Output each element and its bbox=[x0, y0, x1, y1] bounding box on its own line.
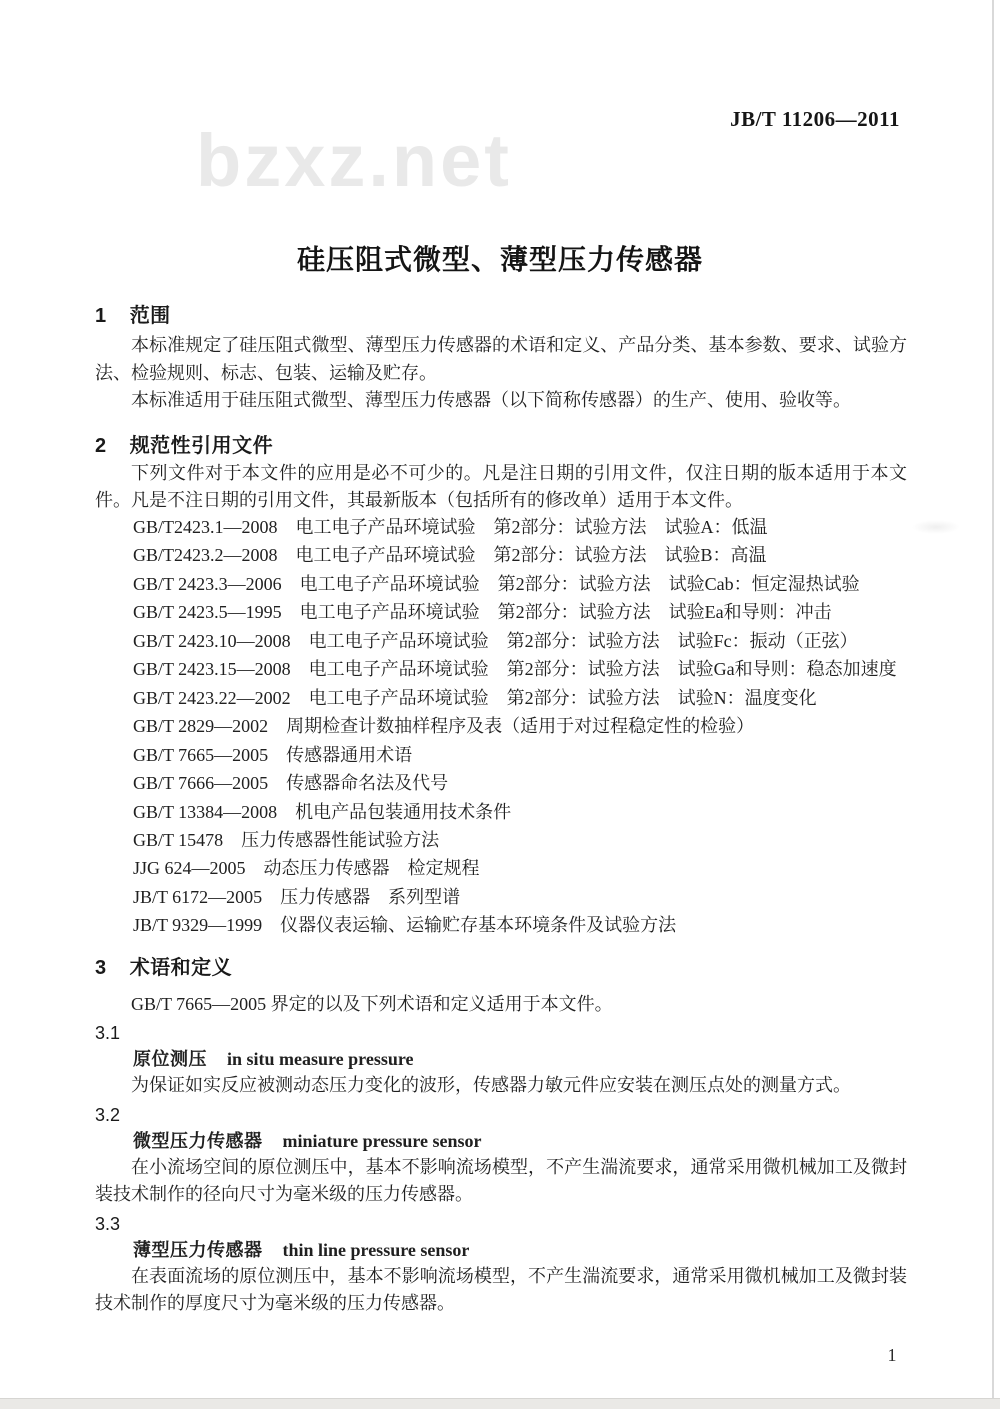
body-paragraph: 本标准适用于硅压阻式微型、薄型压力传感器（以下简称传感器）的生产、使用、验收等。 bbox=[131, 390, 851, 410]
reference-item: GB/T 7665—2005 传感器通用术语 bbox=[133, 744, 413, 765]
reference-item: GB/T 2423.5—1995 电工电子产品环境试验 第2部分：试验方法 试验Ea和导则：冲击 bbox=[133, 602, 832, 623]
reference-item: GB/T 2423.15—2008 电工电子产品环境试验 第2部分：试验方法 试验Ga和导则：稳态加速度 bbox=[133, 659, 897, 680]
term-definition: 为保证如实反应被测动态压力变化的波形，传感器力敏元件应安装在测压点处的测量方式。 bbox=[131, 1075, 851, 1095]
normative-references-list bbox=[133, 513, 963, 940]
body-paragraph: 本标准规定了硅压阻式微型、薄型压力传感器的术语和定义、产品分类、基本参数、要求、试验方法、检验规则、标志、包装、运输及贮存。 bbox=[95, 335, 907, 383]
term-title bbox=[95, 1237, 907, 1263]
document-title: 硅压阻式微型、薄型压力传感器 bbox=[296, 243, 703, 275]
term-block bbox=[95, 1211, 907, 1317]
reference-item: GB/T 2423.22—2002 电工电子产品环境试验 第2部分：试验方法 试验N：温度变化 bbox=[133, 687, 817, 708]
section-3-title: 术语和定义 bbox=[129, 957, 233, 979]
reference-item: GB/T 15478 压力传感器性能试验方法 bbox=[133, 829, 440, 850]
section-3-intro bbox=[95, 991, 907, 1019]
terms-definitions-list bbox=[95, 1020, 907, 1320]
page-number: 1 bbox=[887, 1345, 897, 1365]
reference-item: GB/T 13384—2008 机电产品包装通用技术条件 bbox=[133, 801, 512, 822]
term-block bbox=[95, 1102, 907, 1208]
reference-item: GB/T 2423.10—2008 电工电子产品环境试验 第2部分：试验方法 试验Fc：振动（正弦） bbox=[133, 630, 858, 651]
section-2-heading bbox=[95, 429, 273, 458]
section-1-number: 1 bbox=[95, 305, 107, 327]
term-number: 3.3 bbox=[95, 1214, 121, 1234]
page-right-edge bbox=[992, 0, 994, 1398]
section-1-paragraphs bbox=[95, 332, 907, 415]
section-2-number: 2 bbox=[95, 435, 107, 457]
term-title bbox=[95, 1046, 907, 1072]
term-chinese: 原位测压 bbox=[133, 1049, 207, 1069]
reference-item: GB/T2423.2—2008 电工电子产品环境试验 第2部分：试验方法 试验B：高温 bbox=[133, 545, 767, 566]
body-paragraph: 下列文件对于本文件的应用是必不可少的。凡是注日期的引用文件，仅注日期的版本适用于本文件。凡是不注日期的引用文件，其最新版本（包括所有的修改单）适用于本文件。 bbox=[95, 463, 907, 510]
reference-item: GB/T 2829—2002 周期检查计数抽样程序及表（适用于对过程稳定性的检验） bbox=[133, 716, 755, 737]
term-block bbox=[95, 1020, 907, 1099]
term-english: in situ measure pressure bbox=[227, 1049, 414, 1069]
watermark-text: bzxz.net bbox=[196, 119, 512, 202]
reference-item: JB/T 9329—1999 仪器仪表运输、运输贮存基本环境条件及试验方法 bbox=[133, 915, 677, 936]
term-definition: 在小流场空间的原位测压中，基本不影响流场模型，不产生湍流要求，通常采用微机械加工及微封装技术制作的径向尺寸为毫米级的压力传感器。 bbox=[95, 1157, 907, 1204]
scan-smudge bbox=[912, 520, 960, 534]
standard-number: JB/T 11206—2011 bbox=[730, 107, 900, 131]
reference-item: GB/T 7666—2005 传感器命名法及代号 bbox=[133, 773, 449, 794]
section-2-title: 规范性引用文件 bbox=[129, 435, 274, 457]
body-paragraph: GB/T 7665—2005 界定的以及下列术语和定义适用于本文件。 bbox=[131, 994, 613, 1014]
term-chinese: 微型压力传感器 bbox=[133, 1131, 263, 1151]
term-number: 3.2 bbox=[95, 1105, 121, 1125]
section-1-title: 范围 bbox=[129, 305, 171, 327]
section-3-number: 3 bbox=[95, 957, 107, 979]
reference-item: JB/T 6172—2005 压力传感器 系列型谱 bbox=[133, 886, 461, 907]
section-1-heading bbox=[95, 299, 171, 328]
term-chinese: 薄型压力传感器 bbox=[133, 1240, 263, 1260]
reference-item: GB/T2423.1—2008 电工电子产品环境试验 第2部分：试验方法 试验A：低温 bbox=[133, 517, 768, 537]
term-english: miniature pressure sensor bbox=[282, 1131, 482, 1151]
term-title bbox=[95, 1128, 907, 1154]
reference-item: JJG 624—2005 动态压力传感器 检定规程 bbox=[133, 858, 480, 879]
term-definition: 在表面流场的原位测压中，基本不影响流场模型，不产生湍流要求，通常采用微机械加工及微封装技术制作的厚度尺寸为毫米级的压力传感器。 bbox=[95, 1266, 907, 1313]
reference-item: GB/T 2423.3—2006 电工电子产品环境试验 第2部分：试验方法 试验Cab：恒定湿热试验 bbox=[133, 573, 860, 594]
term-english: thin line pressure sensor bbox=[282, 1240, 470, 1260]
section-3-heading bbox=[95, 951, 232, 980]
term-number: 3.1 bbox=[95, 1023, 121, 1043]
page-bottom-edge bbox=[0, 1398, 1000, 1409]
section-2-intro bbox=[95, 460, 907, 513]
